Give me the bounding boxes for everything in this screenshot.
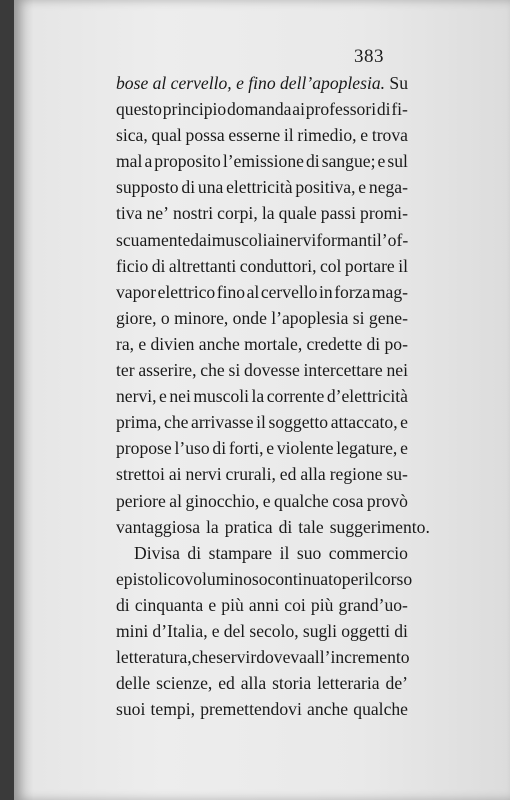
word: oggetti <box>341 620 391 641</box>
body-text <box>116 70 430 722</box>
text-line <box>116 200 408 226</box>
text-line <box>116 540 408 566</box>
word: e <box>360 125 369 146</box>
word: elettricità <box>226 177 293 198</box>
word: d’Italia, <box>152 620 208 641</box>
word: di <box>212 438 227 459</box>
word: il <box>283 125 294 146</box>
word: continuato <box>267 568 342 589</box>
word: letteratura, <box>116 647 192 668</box>
word: esserne <box>228 125 281 146</box>
word: al <box>169 490 182 511</box>
word: tiva <box>116 203 143 224</box>
word: conduttori, <box>239 255 317 276</box>
word: di <box>151 255 166 276</box>
word: forti, <box>228 438 264 459</box>
word: promi- <box>360 203 408 224</box>
word: divien <box>150 333 195 354</box>
word: anni <box>248 594 280 615</box>
page-number: 383 <box>354 46 384 67</box>
word: in <box>318 281 333 302</box>
word: sangue; <box>321 151 376 172</box>
word: ginocchio, <box>185 490 260 511</box>
word: ter <box>116 360 135 381</box>
word: a <box>144 151 153 172</box>
word: mag- <box>371 281 408 302</box>
word: alla <box>300 464 326 485</box>
word: dell’apoplesia. <box>279 73 386 93</box>
word: di <box>305 151 320 172</box>
text-line <box>116 409 408 435</box>
text-line <box>116 592 408 618</box>
word: principio <box>162 99 227 120</box>
word: quale <box>278 203 317 224</box>
word: mal <box>116 151 143 172</box>
word: secolo, <box>249 620 299 641</box>
word: provò <box>366 490 408 511</box>
word: una <box>197 177 224 198</box>
word: di <box>187 542 202 563</box>
word: crurali, <box>225 464 276 485</box>
word: di <box>116 594 130 615</box>
word: per <box>341 568 365 589</box>
word: servir <box>216 647 257 668</box>
word: di <box>278 516 293 537</box>
word: sul <box>387 151 408 172</box>
word: storia <box>272 673 312 694</box>
word: col <box>319 255 342 276</box>
word: epistolico <box>116 568 185 589</box>
word: mortale, <box>244 333 303 354</box>
word: forza <box>334 281 371 302</box>
word: il <box>364 568 375 589</box>
word: di <box>366 333 381 354</box>
word: periore <box>116 490 166 511</box>
word: propose <box>116 438 172 459</box>
word: onde <box>232 307 267 328</box>
word: stampare <box>208 542 273 563</box>
text-line <box>116 96 408 122</box>
word: altrettanti <box>168 255 237 276</box>
word: del <box>223 620 246 641</box>
text-line <box>116 618 408 644</box>
word: regione <box>329 464 383 485</box>
word: più <box>310 594 334 615</box>
word: arrivasse <box>191 412 254 433</box>
word: nega- <box>368 177 408 198</box>
word: dovesse <box>244 360 300 381</box>
word: domanda <box>227 99 292 120</box>
word: al <box>152 73 167 93</box>
word: l’of- <box>376 229 409 250</box>
word: il <box>398 255 408 276</box>
word: sugli <box>302 620 338 641</box>
word: pratica <box>224 516 273 537</box>
word: possa <box>185 125 225 146</box>
word: l’emissione <box>222 151 304 172</box>
word: si <box>352 307 365 328</box>
word: strettoi <box>116 464 165 485</box>
word: la <box>251 386 265 407</box>
word: e <box>266 438 275 459</box>
word: cinquanta <box>134 594 204 615</box>
word: positiva, <box>295 177 356 198</box>
word: mini <box>116 620 149 641</box>
word: anche <box>198 333 240 354</box>
word: e <box>236 73 244 93</box>
text-line <box>116 331 408 357</box>
word: di <box>181 177 196 198</box>
word: violente <box>276 438 334 459</box>
word: coi <box>284 594 306 615</box>
word: suggerimento. <box>329 516 430 537</box>
word: d’elettricità <box>326 386 408 407</box>
word: e <box>358 177 367 198</box>
word: ed <box>279 464 297 485</box>
text-line <box>116 227 408 253</box>
word: la <box>261 203 275 224</box>
word: ne’ <box>146 203 169 224</box>
word: ficio <box>116 255 149 276</box>
word: prima, <box>116 412 162 433</box>
word: che <box>191 647 217 668</box>
word: ai <box>168 464 182 485</box>
word: fino <box>216 281 246 302</box>
text-line <box>116 253 408 279</box>
word: all’incremento <box>307 647 410 668</box>
word: qualche <box>353 699 408 720</box>
word: nei <box>386 360 408 381</box>
text-line <box>116 461 408 487</box>
word: doveva <box>256 647 307 668</box>
text-line <box>116 696 408 722</box>
text-line <box>116 305 408 331</box>
word: po- <box>384 333 408 354</box>
word: gene- <box>368 307 408 328</box>
word: intercettare <box>303 360 383 381</box>
word: elettrico <box>157 281 216 302</box>
word: il <box>256 412 266 433</box>
book-page <box>14 0 510 800</box>
word: cervello, <box>170 73 232 93</box>
word: supposto <box>116 177 179 198</box>
text-line <box>116 566 413 592</box>
word: professori <box>305 99 377 120</box>
word: la <box>206 516 219 537</box>
word: suo <box>296 542 322 563</box>
text-line <box>116 122 408 148</box>
word: Divisa <box>134 542 180 563</box>
word: vapor <box>116 281 157 302</box>
text-line <box>116 644 408 670</box>
word: o <box>160 307 170 328</box>
word: e <box>400 412 408 433</box>
word: su- <box>386 464 408 485</box>
word: bose <box>116 73 149 93</box>
text-line <box>116 357 408 383</box>
word: scienze, <box>156 673 213 694</box>
word: questo <box>116 99 162 120</box>
word: corso <box>374 568 413 589</box>
word: grand’uo- <box>338 594 408 615</box>
word: minore, <box>174 307 229 328</box>
text-line <box>116 174 408 200</box>
word: qualche <box>274 490 329 511</box>
word: il <box>279 542 290 563</box>
word: trova <box>371 125 408 146</box>
word: cosa <box>332 490 364 511</box>
word: che <box>200 360 225 381</box>
text-line <box>116 514 430 540</box>
word: anche <box>307 699 349 720</box>
word: e <box>211 620 220 641</box>
word: cervello <box>260 281 318 302</box>
word: nervi, <box>116 386 157 407</box>
word: voluminoso <box>184 568 268 589</box>
word: corpi, <box>217 203 258 224</box>
word: tempi, <box>150 699 196 720</box>
word: e <box>262 490 271 511</box>
word: l’apoplesia <box>271 307 349 328</box>
word: più <box>221 594 244 615</box>
word: nervi <box>280 229 317 250</box>
word: soggetto <box>268 412 329 433</box>
word: scuamente <box>116 229 191 250</box>
word: portare <box>344 255 395 276</box>
word: attaccato, <box>330 412 398 433</box>
word: di <box>394 620 408 641</box>
word: qual <box>151 125 182 146</box>
text-line <box>116 148 408 174</box>
word: e <box>400 438 408 459</box>
word: di <box>376 99 391 120</box>
word: e <box>138 333 147 354</box>
word: credette <box>306 333 363 354</box>
word: Su <box>389 73 408 93</box>
word: letteraria <box>317 673 380 694</box>
text-line <box>116 70 408 96</box>
word: proposito <box>154 151 221 172</box>
word: delle <box>116 673 151 694</box>
text-line <box>116 488 408 514</box>
word: legature, <box>336 438 398 459</box>
word: muscoli <box>193 386 250 407</box>
word: premettendovi <box>200 699 302 720</box>
text-line <box>116 670 408 696</box>
word: dai <box>190 229 212 250</box>
word: passi <box>320 203 356 224</box>
word: formanti <box>316 229 377 250</box>
word: sica, <box>116 125 148 146</box>
word: nervi <box>185 464 222 485</box>
word: alla <box>240 673 267 694</box>
word: ai <box>267 229 281 250</box>
text-line <box>116 279 408 305</box>
word: al <box>246 281 260 302</box>
word: ai <box>292 99 305 120</box>
word: nostri <box>173 203 214 224</box>
word: suoi <box>116 699 146 720</box>
word: e <box>377 151 386 172</box>
word: si <box>228 360 241 381</box>
text-line <box>116 435 408 461</box>
word: fino <box>248 73 276 93</box>
word: fi- <box>391 99 408 120</box>
word: vantaggiosa <box>116 516 201 537</box>
word: giore, <box>116 307 157 328</box>
word: ra, <box>116 333 135 354</box>
word: asserire, <box>138 360 197 381</box>
word: ed <box>218 673 235 694</box>
word: nei <box>169 386 191 407</box>
word: tale <box>298 516 324 537</box>
word: rimedio, <box>297 125 357 146</box>
word: commercio <box>328 542 408 563</box>
word: che <box>164 412 189 433</box>
word: l’uso <box>174 438 210 459</box>
word: muscoli <box>211 229 268 250</box>
word: de’ <box>385 673 408 694</box>
text-line <box>116 383 408 409</box>
word: e <box>159 386 167 407</box>
word: corrente <box>266 386 325 407</box>
word: e <box>208 594 217 615</box>
